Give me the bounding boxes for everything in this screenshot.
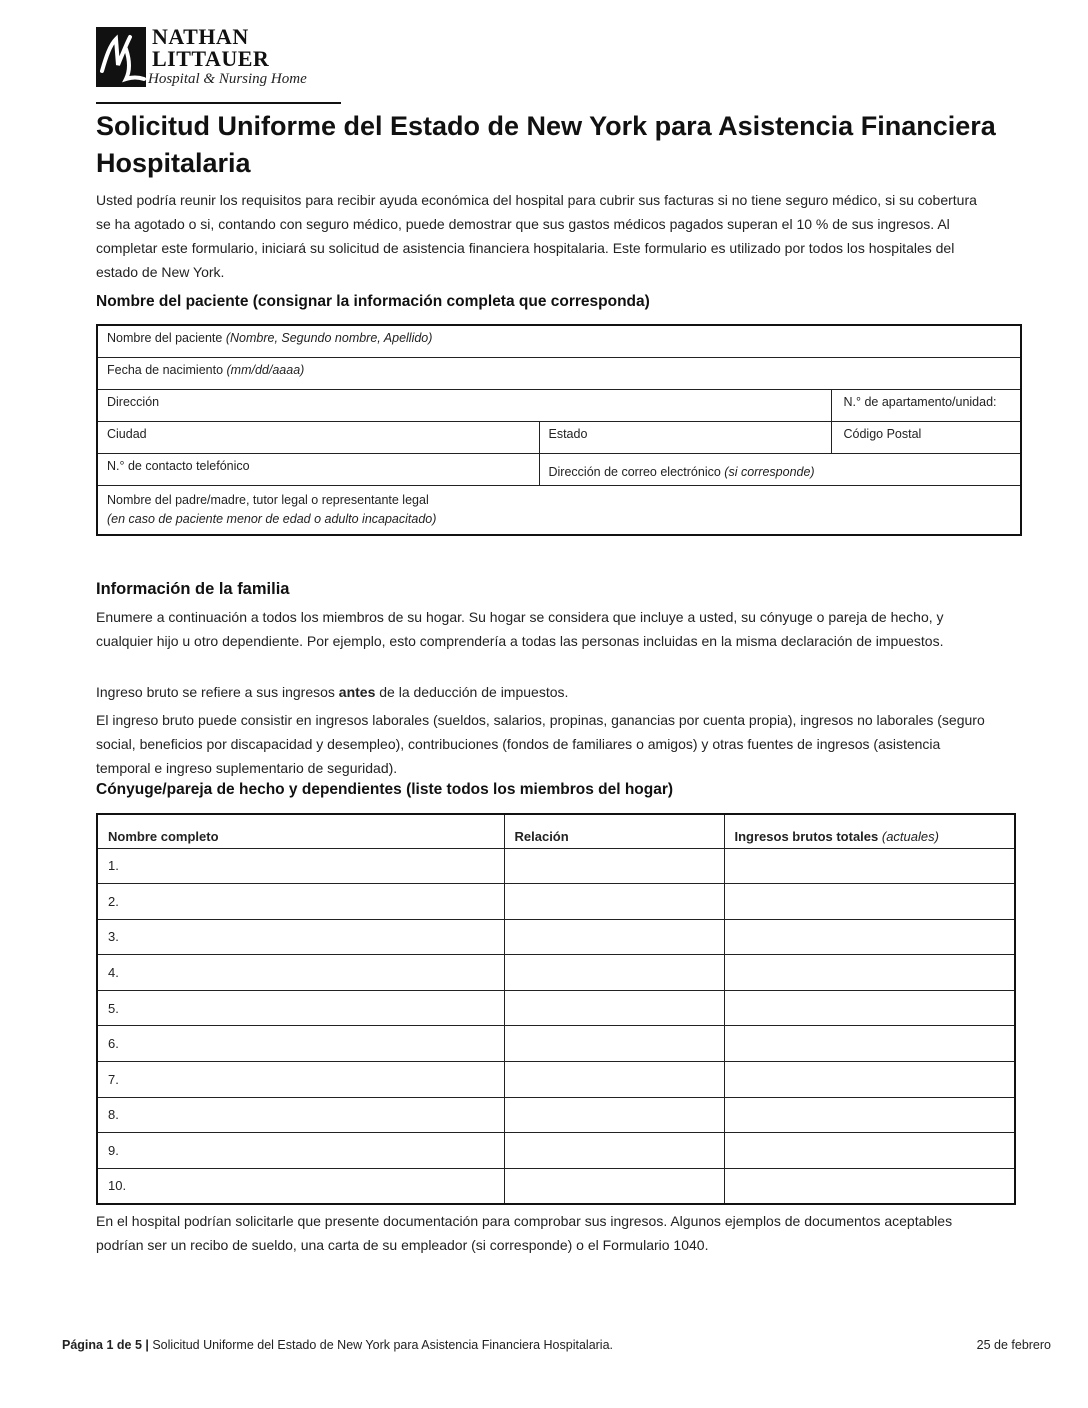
- table-row: [97, 1026, 1015, 1062]
- member-name-cell[interactable]: 1.: [97, 848, 504, 884]
- column-header-name: Nombre completo: [97, 814, 504, 848]
- address-field[interactable]: [97, 389, 831, 421]
- member-relation-cell[interactable]: [504, 955, 724, 991]
- member-name-cell[interactable]: 10.: [97, 1168, 504, 1204]
- logo-text-nathan: NATHAN: [152, 24, 249, 49]
- table-row: [97, 990, 1015, 1026]
- guardian-field[interactable]: [97, 485, 1021, 535]
- member-name-cell[interactable]: 6.: [97, 1026, 504, 1062]
- household-members-table: [96, 813, 1016, 1205]
- footer-date: 25 de febrero: [976, 1338, 1051, 1352]
- gross-income-text-a: Ingreso bruto se refiere a sus ingresos: [96, 684, 339, 700]
- logo-text-subtitle: Hospital & Nursing Home: [148, 71, 307, 87]
- member-relation-cell[interactable]: [504, 1168, 724, 1204]
- phone-label: N.° de contacto telefónico: [107, 458, 250, 473]
- column-header-income: Ingresos brutos totales (actuales): [724, 814, 1015, 848]
- member-income-cell[interactable]: [724, 1168, 1015, 1204]
- member-income-cell[interactable]: [724, 919, 1015, 955]
- hospital-logo: [96, 26, 341, 104]
- member-name-cell[interactable]: 3.: [97, 919, 504, 955]
- page-title: Solicitud Uniforme del Estado de New York para Asistencia Financiera Hospitalaria: [96, 111, 996, 178]
- member-income-cell[interactable]: [724, 1097, 1015, 1133]
- member-name-cell[interactable]: 8.: [97, 1097, 504, 1133]
- city-field[interactable]: [97, 421, 539, 453]
- closing-paragraph: En el hospital podrían solicitarle que presente documentación para comprobar sus ingresos. Algunos ejemplos de documentos aceptables podrían ser un recibo de sueldo, una carta de su empleador (si corresponde) o el Formulario 1040.: [96, 1213, 953, 1253]
- patient-info-table: [96, 324, 1022, 536]
- patient-name-hint: (Nombre, Segundo nombre, Apellido): [225, 331, 433, 345]
- member-income-cell[interactable]: [724, 1026, 1015, 1062]
- email-label: Dirección de correo electrónico: [548, 464, 725, 479]
- gross-income-text-b: de la deducción de impuestos.: [375, 684, 569, 700]
- household-section-heading: Cónyuge/pareja de hecho y dependientes (liste todos los miembros del hogar): [96, 781, 674, 798]
- table-row: [97, 1133, 1015, 1169]
- birth-date-label: Fecha de nacimiento: [107, 362, 227, 377]
- zip-code-label: Código Postal: [843, 426, 922, 441]
- page-number: Página 1 de 5 |: [62, 1338, 149, 1352]
- member-income-cell[interactable]: [724, 1062, 1015, 1098]
- logo-divider: [96, 102, 341, 104]
- email-field[interactable]: [539, 453, 1021, 485]
- member-relation-cell[interactable]: [504, 848, 724, 884]
- phone-field[interactable]: [97, 453, 539, 485]
- member-name-cell[interactable]: 9.: [97, 1133, 504, 1169]
- table-row: [97, 919, 1015, 955]
- table-row: [97, 1097, 1015, 1133]
- member-relation-cell[interactable]: [504, 990, 724, 1026]
- member-income-cell[interactable]: [724, 848, 1015, 884]
- footer-title: Solicitud Uniforme del Estado de New York para Asistencia Financiera Hospitalaria.: [148, 1338, 614, 1352]
- gross-income-emphasis: antes: [338, 684, 376, 700]
- state-label: Estado: [548, 426, 588, 441]
- logo-text-littauer: LITTAUER: [152, 46, 270, 71]
- member-relation-cell[interactable]: [504, 919, 724, 955]
- birth-date-hint: (mm/dd/aaaa): [226, 362, 305, 377]
- column-header-relation: Relación: [504, 814, 724, 848]
- member-relation-cell[interactable]: [504, 1026, 724, 1062]
- member-name-cell[interactable]: 7.: [97, 1062, 504, 1098]
- member-relation-cell[interactable]: [504, 1062, 724, 1098]
- family-paragraph-2: [96, 680, 996, 704]
- city-label: Ciudad: [107, 426, 147, 441]
- apartment-label: N.° de apartamento/unidad:: [843, 394, 997, 409]
- email-hint: (si corresponde): [724, 464, 815, 479]
- member-income-cell[interactable]: [724, 955, 1015, 991]
- table-row: [97, 884, 1015, 920]
- table-header-row: [97, 814, 1015, 848]
- member-income-cell[interactable]: [724, 990, 1015, 1026]
- guardian-label: Nombre del padre/madre, tutor legal o representante legal: [107, 492, 429, 507]
- member-name-cell[interactable]: 5.: [97, 990, 504, 1026]
- member-income-cell[interactable]: [724, 1133, 1015, 1169]
- state-field[interactable]: [539, 421, 831, 453]
- family-paragraph-1: Enumere a continuación a todos los miembros de su hogar. Su hogar se considera que incluye a usted, su cónyuge o pareja de hecho, y cualquier hijo u otro dependiente. Por ejemplo, esto comprendería a todas las personas incluidas en la misma declaración de impuestos.: [96, 609, 944, 649]
- table-row: [97, 955, 1015, 991]
- address-label: Dirección: [107, 394, 160, 409]
- family-paragraph-3: El ingreso bruto puede consistir en ingresos laborales (sueldos, salarios, propinas, ganancias por cuenta propia), ingresos no laborales (seguro social, beneficios por discapacidad y desempleo), contribuciones (fondos de familiares o amigos) y otras fuentes de ingresos (asistencia temporal e ingreso suplementario de seguridad).: [96, 712, 985, 776]
- patient-name-field[interactable]: [97, 325, 1021, 357]
- family-section-heading: Información de la familia: [96, 580, 290, 598]
- member-name-cell[interactable]: 2.: [97, 884, 504, 920]
- zip-code-field[interactable]: [831, 421, 1021, 453]
- member-name-cell[interactable]: 4.: [97, 955, 504, 991]
- logo-mark-icon: [96, 27, 146, 87]
- page-footer: [62, 1338, 1051, 1352]
- table-row: [97, 848, 1015, 884]
- patient-name-label: Nombre del paciente: [107, 331, 226, 345]
- table-row: [97, 1062, 1015, 1098]
- member-relation-cell[interactable]: [504, 1133, 724, 1169]
- intro-paragraph: Usted podría reunir los requisitos para recibir ayuda económica del hospital para cubrir sus facturas si no tiene seguro médico, si su cobertura se ha agotado o si, contando con seguro médico, puede demostrar que sus gastos médicos pagados superan el 10 % de sus ingresos. Al completar este formulario, iniciará su solicitud de asistencia financiera hospitalaria. Este formulario es utilizado por todos los hospitales del estado de New York.: [96, 192, 977, 280]
- member-income-cell[interactable]: [724, 884, 1015, 920]
- apartment-field[interactable]: [831, 389, 1021, 421]
- member-relation-cell[interactable]: [504, 884, 724, 920]
- birth-date-field[interactable]: [97, 357, 1021, 389]
- patient-section-heading: Nombre del paciente (consignar la información completa que corresponda): [96, 293, 650, 310]
- member-relation-cell[interactable]: [504, 1097, 724, 1133]
- guardian-hint: (en caso de paciente menor de edad o adulto incapacitado): [107, 511, 437, 526]
- table-row: [97, 1168, 1015, 1204]
